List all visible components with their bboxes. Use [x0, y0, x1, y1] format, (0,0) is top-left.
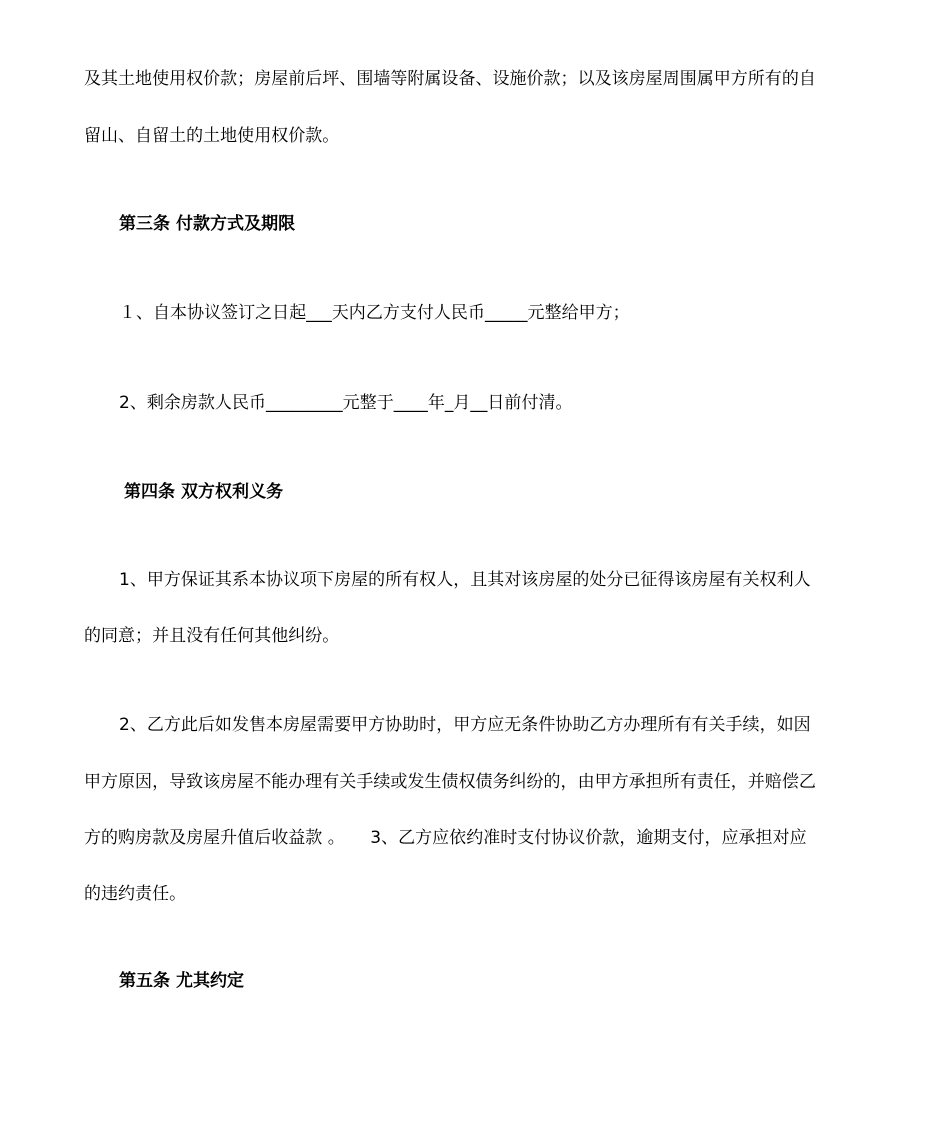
article-5-heading: 第五条 尤其约定 [119, 971, 245, 991]
paragraph-line: 留山、自留土的土地使用权价款。 [84, 126, 340, 146]
article-3-heading: 第三条 付款方式及期限 [119, 214, 296, 234]
article-3-item-1: １、自本协议签订之日起___天内乙方支付人民币_____元整给甲方； [119, 303, 630, 323]
article-4-item-2-line-3: 方的购房款及房屋升值后收益款 。 3、乙方应依约准时支付协议价款，逾期支付，应承担对应 [84, 828, 807, 848]
article-3-item-2: 2、剩余房款人民币_________元整于____年_月__日前付清。 [119, 393, 573, 413]
paragraph-line: 及其土地使用权价款；房屋前后坪、围墙等附属设备、设施价款；以及该房屋周围属甲方所有的自 [84, 69, 816, 89]
article-4-item-1-line-1: 1、甲方保证其系本协议项下房屋的所有权人，且其对该房屋的处分已征得该房屋有关权利人 [119, 570, 811, 590]
article-4-item-2-line-4: 的违约责任。 [84, 884, 187, 904]
article-4-item-2-line-2: 甲方原因，导致该房屋不能办理有关手续或发生债权债务纠纷的，由甲方承担所有责任，并赔偿乙 [84, 772, 816, 792]
article-4-heading: 第四条 双方权利义务 [124, 482, 284, 502]
article-4-item-2-line-1: 2、乙方此后如发售本房屋需要甲方协助时，甲方应无条件协助乙方办理所有有关手续，如因 [119, 715, 811, 735]
article-4-item-1-line-2: 的同意；并且没有任何其他纠纷。 [84, 626, 340, 646]
